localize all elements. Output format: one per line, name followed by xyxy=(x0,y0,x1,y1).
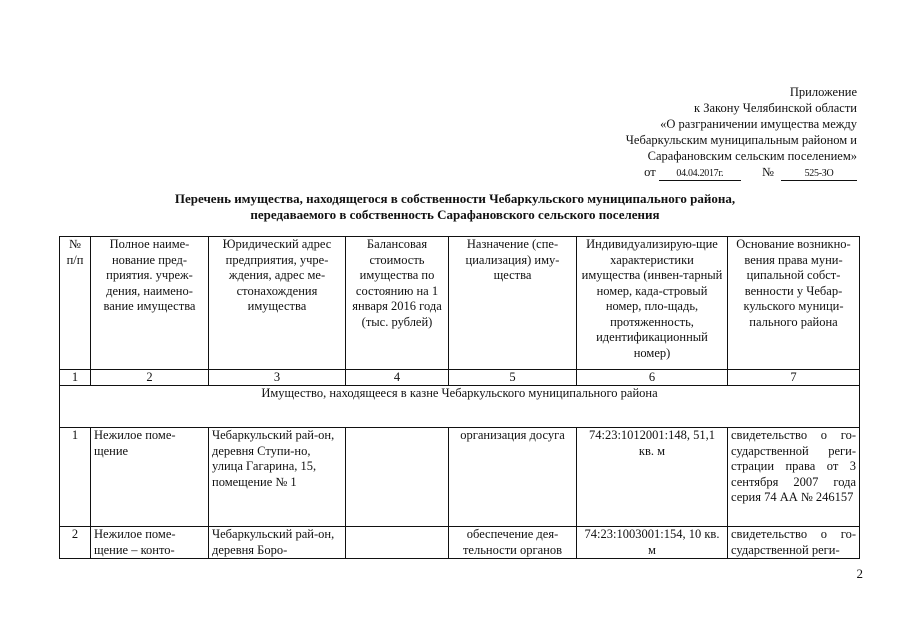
appendix-line: Чебаркульским муниципальным районом и xyxy=(625,133,857,147)
column-number: 5 xyxy=(449,370,577,386)
column-number: 7 xyxy=(728,370,860,386)
appendix-line: «О разграничении имущества между xyxy=(660,117,857,131)
property-characteristics: 74:23:1012001:148, 51,1 кв. м xyxy=(577,428,728,527)
property-characteristics: 74:23:1003001:154, 10 кв. м xyxy=(577,527,728,559)
header-cell: Индивидуализирую-щие характеристики имущества (инвен-тарный номер, када-стровый номер, пло-щадь, протяженность, идентификационный номер) xyxy=(577,237,728,370)
page-number: 2 xyxy=(856,566,863,581)
appendix-line: Приложение xyxy=(789,85,857,99)
header-cell: № п/п xyxy=(60,237,91,370)
table-header-row xyxy=(60,237,860,370)
column-number: 6 xyxy=(577,370,728,386)
property-name: Нежилое поме-щение xyxy=(91,428,209,527)
column-number: 2 xyxy=(91,370,209,386)
title-line-2: передаваемого в собственность Сарафановского сельского поселения xyxy=(250,207,660,222)
column-number: 4 xyxy=(346,370,449,386)
property-purpose: обеспечение дея-тельности органов xyxy=(449,527,577,559)
header-cell: Балансовая стоимость имущества по состоянию на 1 января 2016 года (тыс. рублей) xyxy=(346,237,449,370)
property-address: Чебаркульский рай-он, деревня Боро- xyxy=(209,527,346,559)
property-address: Чебаркульский рай-он, деревня Ступи-но, улица Гагарина, 15, помещение № 1 xyxy=(209,428,346,527)
title-line-1: Перечень имущества, находящегося в собственности Чебаркульского муниципального района, xyxy=(174,191,736,206)
date-label: от xyxy=(644,165,656,179)
header-cell: Полное наиме-нование пред-приятия. учреж-дения, наимено-вание имущества xyxy=(91,237,209,370)
appendix-line: к Закону Челябинской области xyxy=(694,101,857,115)
property-purpose: организация досуга xyxy=(449,428,577,527)
header-cell: Юридический адрес предприятия, учре-ждения, адрес ме-стонахождения имущества xyxy=(209,237,346,370)
header-cell: Назначение (спе-циализация) иму-щества xyxy=(449,237,577,370)
property-value xyxy=(346,527,449,559)
document-title xyxy=(70,191,840,223)
table-row xyxy=(60,428,860,527)
date-value: 04.04.2017г. xyxy=(659,168,741,181)
row-number: 2 xyxy=(60,527,91,559)
header-cell: Основание возникно-вения права муни-ципальной собст-венности у Чебар-кульского муници-пального района xyxy=(728,237,860,370)
section-title: Имущество, находящееся в казне Чебаркульского муниципального района xyxy=(60,386,860,428)
section-row xyxy=(60,386,860,428)
appendix-date-number xyxy=(557,164,857,181)
column-number-row xyxy=(60,370,860,386)
number-label: № xyxy=(761,165,774,179)
table-row xyxy=(60,527,860,559)
column-number: 1 xyxy=(60,370,91,386)
column-number: 3 xyxy=(209,370,346,386)
appendix-line: Сарафановским сельским поселением» xyxy=(647,149,857,163)
appendix-header xyxy=(557,84,857,181)
property-name: Нежилое поме-щение – конто- xyxy=(91,527,209,559)
property-basis: свидетельство о го-сударственной реги- xyxy=(728,527,860,559)
property-value xyxy=(346,428,449,527)
row-number: 1 xyxy=(60,428,91,527)
property-table xyxy=(59,236,860,559)
property-basis: свидетельство о го-сударственной реги-страции права от 3 сентября 2007 года серия 74 АА № 246157 xyxy=(728,428,860,527)
number-value: 525-ЗО xyxy=(781,168,857,181)
